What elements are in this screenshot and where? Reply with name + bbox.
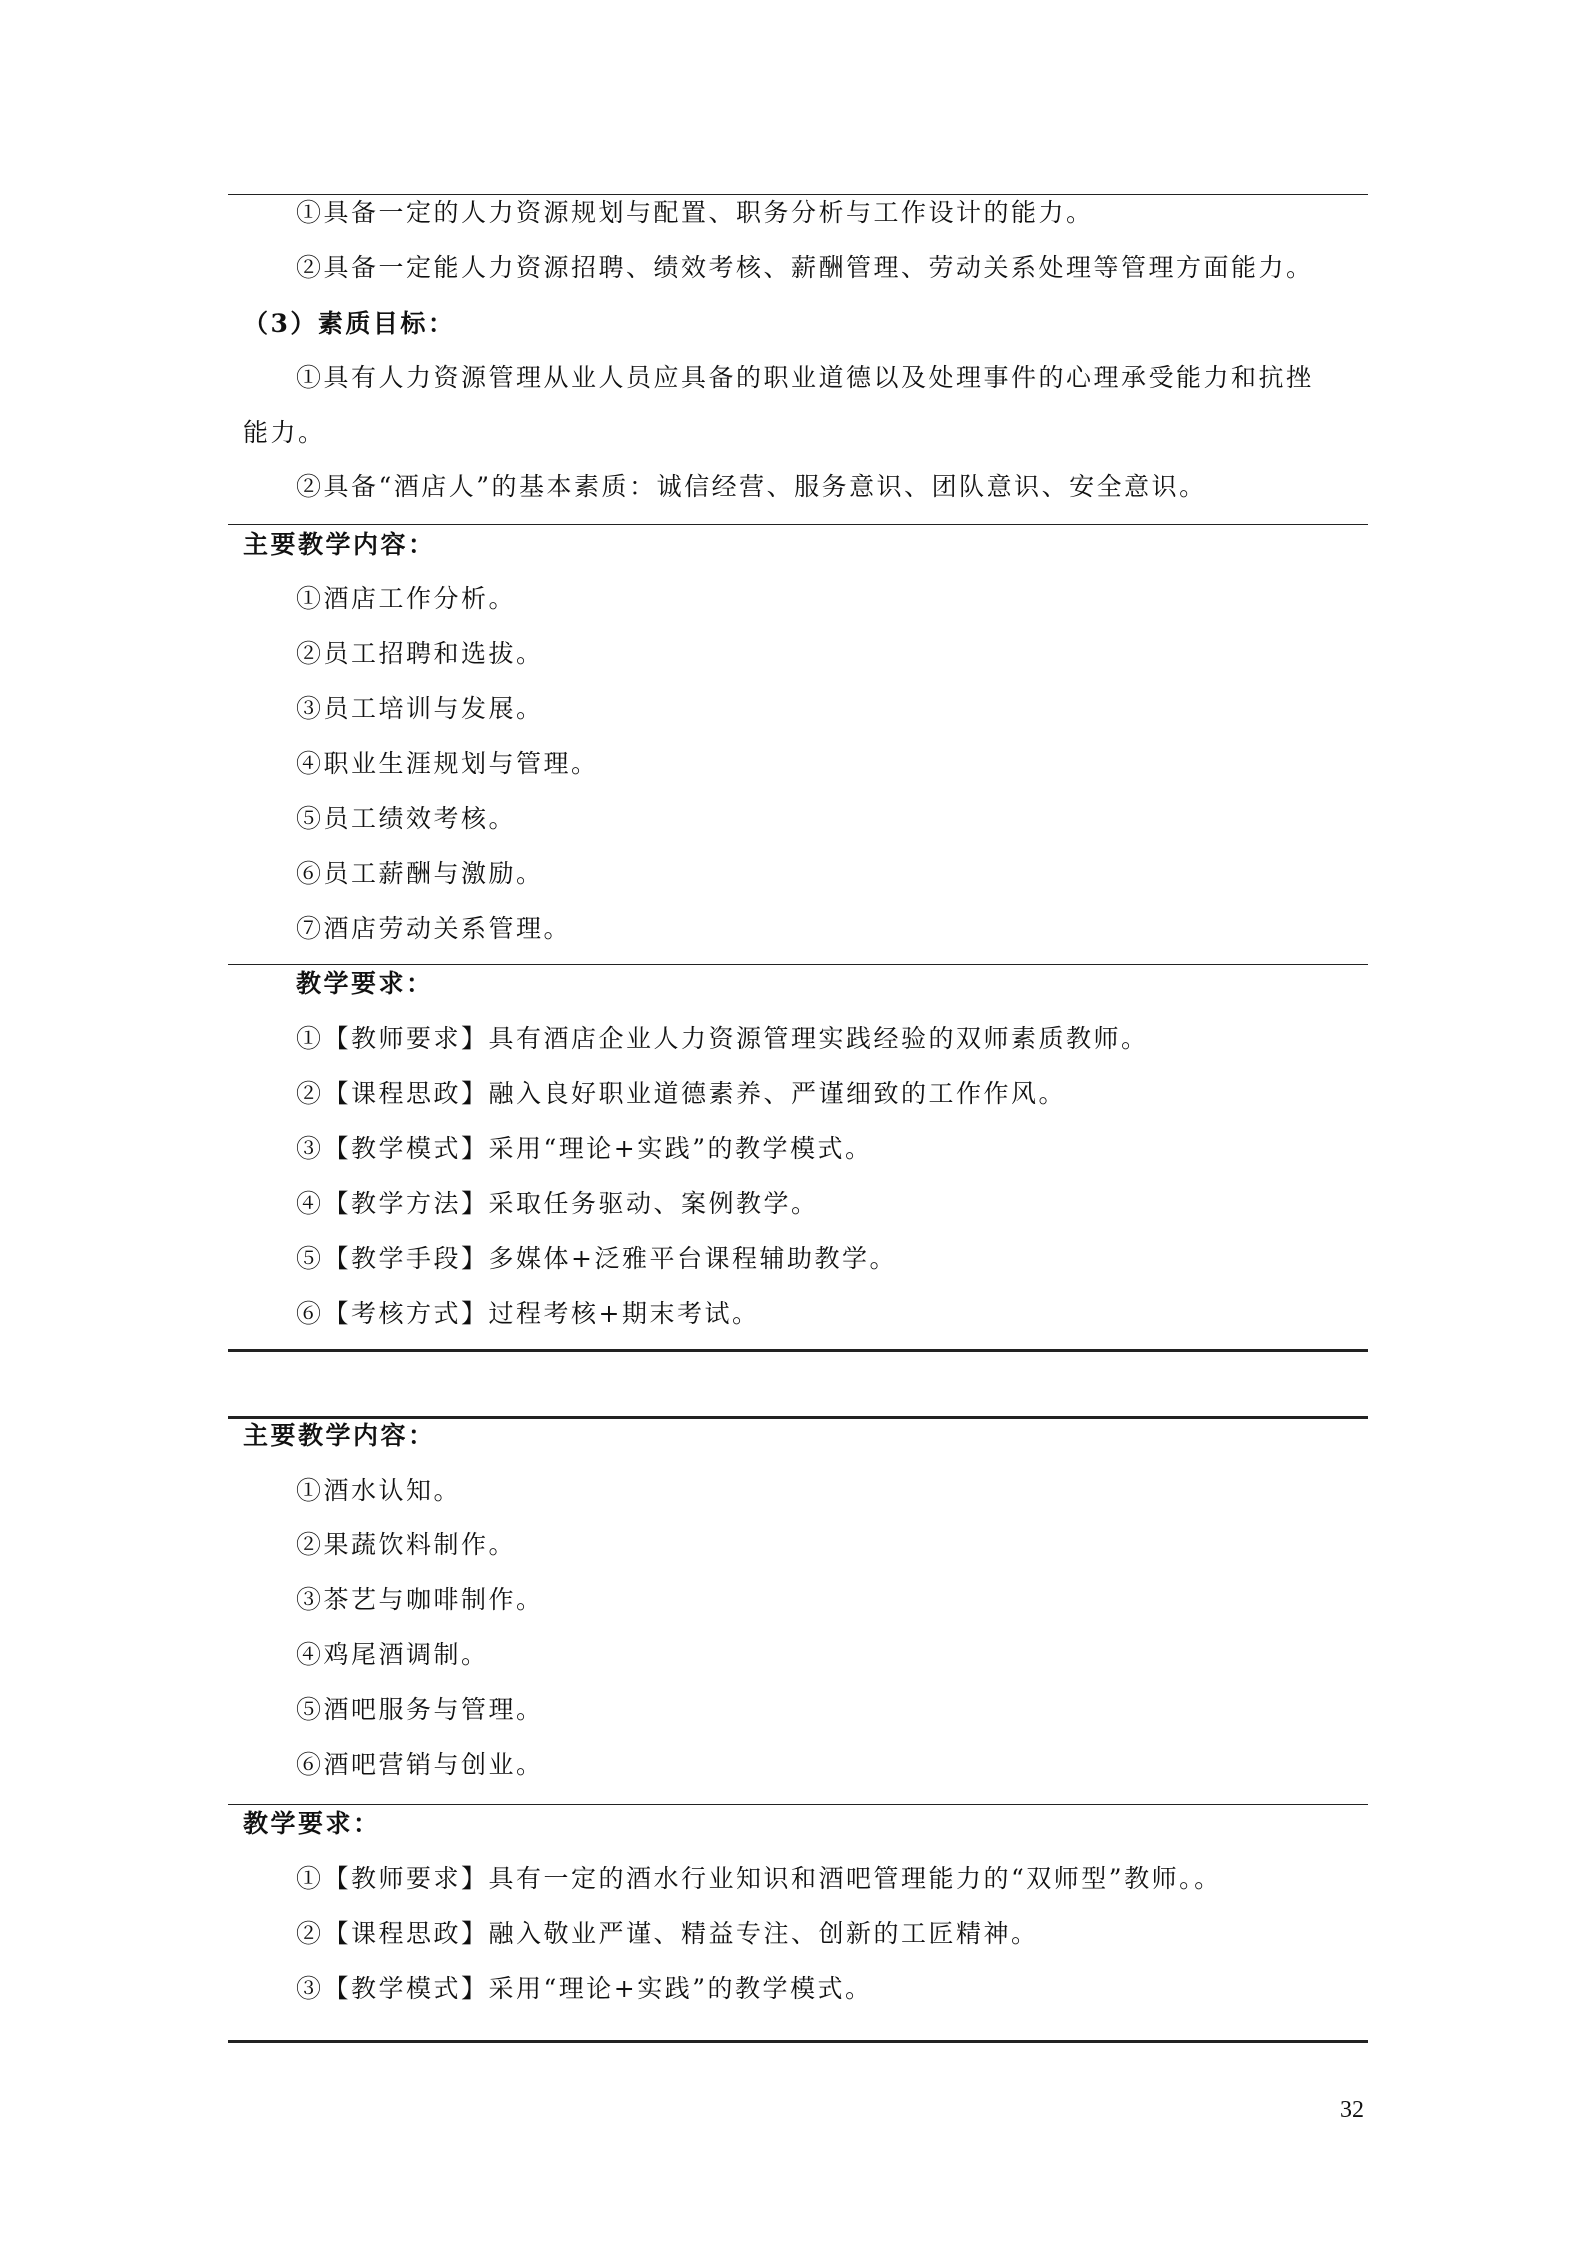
ability-item-1: ①具备一定的人力资源规划与配置、职务分析与工作设计的能力。 [296, 198, 1094, 227]
quality-heading: （3）素质目标： [243, 309, 456, 338]
requirement-item: ④【教学方法】采取任务驱动、案例教学。 [296, 1189, 819, 1218]
requirement-item: ①【教师要求】具有酒店企业人力资源管理实践经验的双师素质教师。 [296, 1024, 1149, 1053]
requirement-item: ③【教学模式】采用“理论+实践”的教学模式。 [296, 1134, 873, 1163]
content-heading-1: 主要教学内容： [243, 530, 436, 559]
requirement-item: ②【课程思政】融入敬业严谨、精益专注、创新的工匠精神。 [296, 1919, 1039, 1948]
table-bottom-rule-2 [228, 2040, 1368, 2043]
content-item: ③员工培训与发展。 [296, 694, 544, 723]
requirement-item: ②【课程思政】融入良好职业道德素养、严谨细致的工作作风。 [296, 1079, 1067, 1108]
top-rule [228, 194, 1368, 195]
content-item: ①酒水认知。 [296, 1476, 462, 1505]
requirement-item: ①【教师要求】具有一定的酒水行业知识和酒吧管理能力的“双师型”教师。。 [296, 1864, 1222, 1893]
rule-before-content-1 [228, 524, 1368, 525]
table-bottom-rule-1 [228, 1349, 1368, 1352]
content-item: ①酒店工作分析。 [296, 584, 517, 613]
content-item: ⑦酒店劳动关系管理。 [296, 914, 572, 943]
content-item: ③茶艺与咖啡制作。 [296, 1585, 544, 1614]
quality-item-1-cont: 能力。 [243, 418, 326, 447]
ability-item-2: ②具备一定能人力资源招聘、绩效考核、薪酬管理、劳动关系处理等管理方面能力。 [296, 253, 1314, 282]
rule-before-requirements-2 [228, 1804, 1368, 1805]
content-item: ⑤员工绩效考核。 [296, 804, 517, 833]
page-number: 32 [1340, 2097, 1364, 2123]
requirement-item: ⑥【考核方式】过程考核+期末考试。 [296, 1299, 760, 1328]
content-item: ④职业生涯规划与管理。 [296, 749, 599, 778]
content-item: ④鸡尾酒调制。 [296, 1640, 489, 1669]
content-item: ⑥员工薪酬与激励。 [296, 859, 544, 888]
quality-item-2: ②具备“酒店人”的基本素质：诚信经营、服务意识、团队意识、安全意识。 [296, 472, 1207, 501]
requirements-heading-1: 教学要求： [296, 969, 434, 998]
content-item: ②果蔬饮料制作。 [296, 1530, 517, 1559]
requirement-item: ⑤【教学手段】多媒体+泛雅平台课程辅助教学。 [296, 1244, 897, 1273]
table-top-rule-2 [228, 1416, 1368, 1419]
content-heading-2: 主要教学内容： [243, 1421, 436, 1450]
content-item: ②员工招聘和选拔。 [296, 639, 544, 668]
content-item: ⑤酒吧服务与管理。 [296, 1695, 544, 1724]
quality-item-1: ①具有人力资源管理从业人员应具备的职业道德以及处理事件的心理承受能力和抗挫 [296, 363, 1314, 392]
content-item: ⑥酒吧营销与创业。 [296, 1750, 544, 1779]
rule-before-requirements-1 [228, 964, 1368, 965]
requirement-item: ③【教学模式】采用“理论+实践”的教学模式。 [296, 1974, 873, 2003]
requirements-heading-2: 教学要求： [243, 1809, 381, 1838]
